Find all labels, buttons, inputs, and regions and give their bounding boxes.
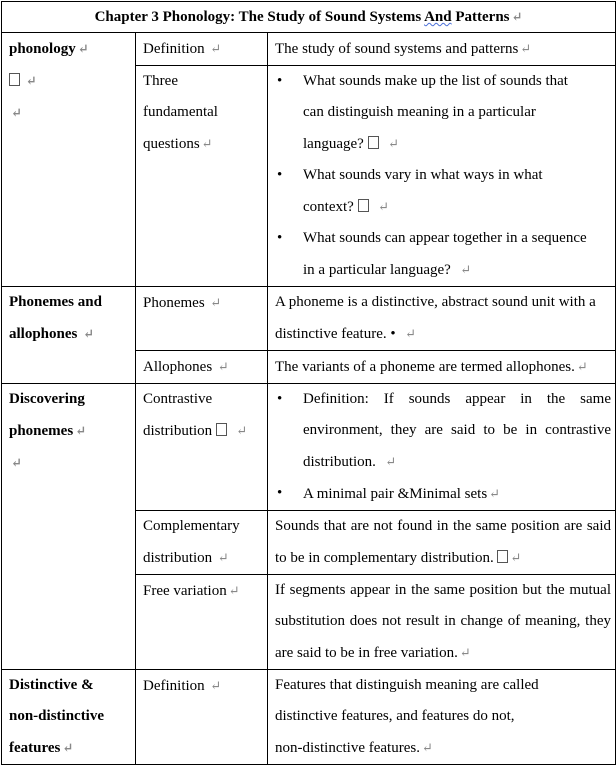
list-item: • What sounds can appear together in a sequence in a particular language? ↵ [275,223,611,286]
contrastive-cell [268,384,616,511]
bullet-icon: • [277,391,283,407]
placeholder-box-icon [358,199,369,212]
title-row [2,2,616,33]
bullet-icon: • [277,167,283,183]
term-cell: Definition ↵ [136,33,268,66]
questions-list [275,66,611,286]
term-cell: Complementary distribution ↵ [136,511,268,575]
list-item: • What sounds make up the list of sounds that can distinguish meaning in a particular language? ↵ [275,66,611,160]
placeholder-box-icon [497,550,508,563]
list-item: • What sounds vary in what ways in what context? ↵ [275,160,611,223]
table-title: Chapter 3 Phonology: The Study of Sound Systems And Patterns ↵ [2,2,616,33]
list-item: • Definition: If sounds appear in the same environment, they are said to be in contrastive distribution. ↵ [275,384,611,478]
term-cell: Phonemes ↵ [136,287,268,351]
section-label-distinctive: Distinctive & non-distinctive features ↵ [2,670,136,765]
definition-cell: Features that distinguish meaning are called distinctive features, and features do not, non-distinctive features. ↵ [268,670,616,765]
section-label-discovering: Discovering phonemes ↵ ↵ [2,384,136,670]
term-cell: Three fundamental questions ↵ [136,66,268,287]
term-cell: Contrastive distribution ↵ [136,384,268,511]
definition-cell: The study of sound systems and patterns ↵ [268,33,616,66]
section-label-phonemes: Phonemes and allophones ↵ [2,287,136,384]
spell-check-underline: And [424,9,452,25]
table-row [2,287,616,351]
bullet-icon: • [277,230,283,246]
definition-cell: If segments appear in the same position but the mutual substitution does not result in change of meaning, they are said to be in free variation. ↵ [268,575,616,670]
definition-cell: A phoneme is a distinctive, abstract sound unit with a distinctive feature. • ↵ [268,287,616,351]
table-row [2,33,616,66]
bullet-icon: • [277,485,283,501]
definition-cell: Sounds that are not found in the same position are said to be in complementary distribution. ↵ [268,511,616,575]
term-cell: Free variation ↵ [136,575,268,670]
contrastive-list [275,384,611,510]
term-cell: Allophones ↵ [136,351,268,384]
phonology-table [1,1,616,765]
list-item: • A minimal pair &Minimal sets ↵ [275,478,611,510]
questions-cell [268,66,616,287]
table-row [2,384,616,511]
bullet-icon: • [277,73,283,89]
definition-cell: The variants of a phoneme are termed allophones. ↵ [268,351,616,384]
table-row [2,670,616,765]
placeholder-box-icon [216,423,227,436]
term-cell: Definition ↵ [136,670,268,765]
placeholder-box-icon [9,73,20,86]
section-label-phonology: phonology ↵ ↵ ↵ [2,33,136,287]
placeholder-box-icon [368,136,379,149]
